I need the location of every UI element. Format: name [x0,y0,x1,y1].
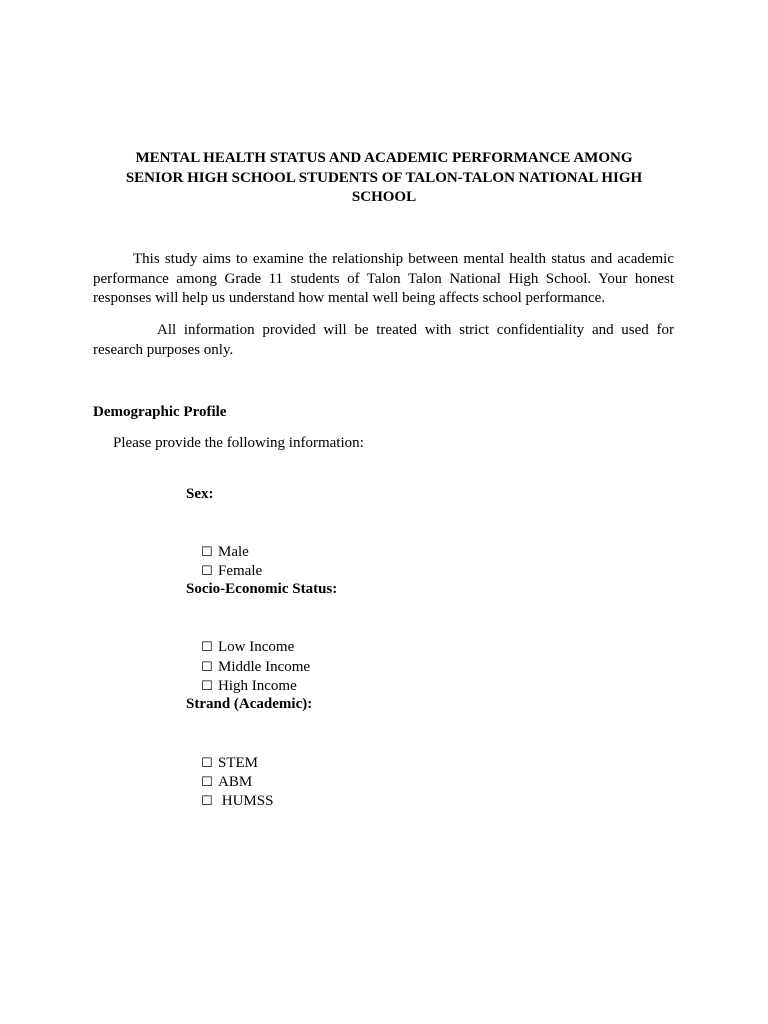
option-label: HUMSS [218,792,274,809]
title-line: MENTAL HEALTH STATUS AND ACADEMIC PERFORMANCE AMONG [135,150,633,166]
title-line: SCHOOL [351,189,417,205]
confidentiality-paragraph: All information provided will be treated with strict confidentiality and used for research purposes only. [93,322,674,358]
title-line: SENIOR HIGH SCHOOL STUDENTS OF TALON-TALON NATIONAL HIGH [125,169,643,186]
document-title [100,149,668,208]
option-label: Male [218,543,249,560]
intro-paragraph: This study aims to examine the relationship between mental health status and academic performance among Grade 11 students of Talon Talon National High School. Your honest responses will help us understand how mental well being affects school performance. [93,251,674,306]
checkbox-icon[interactable]: ☐ [201,639,213,655]
option-label: Middle Income [218,658,311,675]
question-label-socio-economic-status: Socio-Economic Status: [186,581,338,597]
section-instruction: Please provide the following information: [113,435,364,451]
option-humss[interactable] [186,772,273,831]
option-label: Low Income [218,638,295,655]
checkbox-icon[interactable]: ☐ [201,755,213,771]
question-label-strand: Strand (Academic): [186,696,313,712]
option-label: STEM [218,754,259,771]
option-label: High Income [218,677,297,694]
checkbox-icon[interactable]: ☐ [201,774,213,790]
option-label: ABM [218,773,253,790]
checkbox-icon[interactable]: ☐ [201,659,213,675]
checkbox-icon[interactable]: ☐ [201,544,213,560]
checkbox-icon[interactable]: ☐ [201,563,213,579]
checkbox-icon[interactable]: ☐ [201,793,213,809]
question-label-sex: Sex: [186,486,214,502]
checkbox-icon[interactable]: ☐ [201,678,213,694]
option-label: Female [218,562,263,579]
section-heading: Demographic Profile [93,404,227,420]
